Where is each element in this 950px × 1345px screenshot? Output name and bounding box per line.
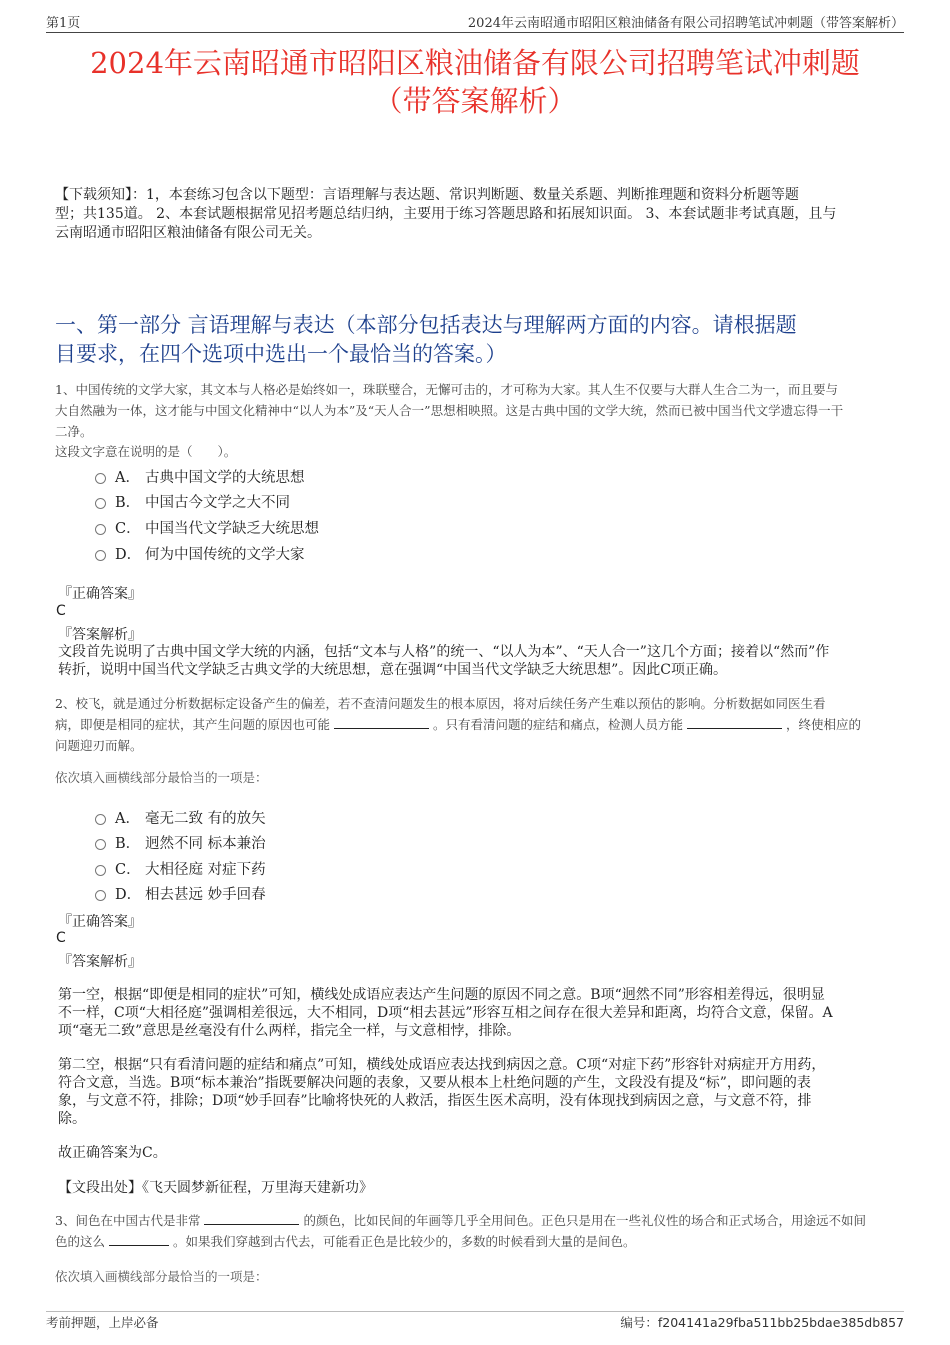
radio-icon[interactable] [95,890,106,901]
q1-stem-line-1: 1、中国传统的文学大家，其文本与人格必是始终如一，珠联璧合，无懈可击的，才可称为大家。其人生不仅要与大群人生合二为一，而且要与 [55,382,838,397]
q3-prompt: 依次填入画横线部分最恰当的一项是： [55,1269,268,1284]
q2-analysis-p1-line-3: 项“毫无二致”意思是丝毫没有什么两样，指完全一样，与文意相悖，排除。 [58,1023,521,1039]
footer-slogan: 考前押题，上岸必备 [46,1315,159,1330]
q1-analysis-label: 『答案解析』 [58,627,142,643]
section-heading-line-2: 目要求，在四个选项中选出一个最恰当的答案。） [55,342,507,366]
q2-stem-line-3: 问题迎刃而解。 [55,738,143,753]
document-title: 2024年云南昭通市昭阳区粮油储备有限公司招聘笔试冲刺题 [90,46,860,80]
q1-stem-line-3: 二净。 [55,424,93,439]
q2-option-c[interactable]: C． 大相径庭 对症下药 [95,858,266,879]
radio-icon[interactable] [95,839,106,850]
download-notice-line-2: 型；共135道。 2、本套试题根据常见招考题总结归纳，主要用于练习答题思路和拓展知识面。 3、本套试题非考试真题，且与 [55,206,837,222]
q1-answer-value: C [56,603,66,619]
fill-blank[interactable] [687,716,782,729]
q1-option-c[interactable]: C． 中国当代文学缺乏大统思想 [95,517,319,538]
q2-option-d[interactable]: D． 相去甚远 妙手回春 [95,883,266,904]
section-heading-line-1: 一、第一部分 言语理解与表达（本部分包括表达与理解两方面的内容。请根据题 [55,313,797,337]
q1-analysis-line-2: 转折，说明中国当代文学缺乏古典文学的大统思想，意在强调“中国当代文学缺乏大统思想”。因此C项正确。 [58,662,728,678]
running-header-title: 2024年云南昭通市昭阳区粮油储备有限公司招聘笔试冲刺题（带答案解析） [467,16,904,31]
radio-icon[interactable] [95,550,106,561]
q2-analysis-p1-line-1: 第一空，根据“即便是相同的症状”可知，横线处成语应表达产生问题的原因不同之意。B项“迥然不同”形容相差得远，很明显 [58,987,825,1003]
q2-source: 【文段出处】《飞天圆梦新征程，万里海天建新功》 [58,1180,373,1196]
header-divider [46,32,904,33]
q2-analysis-p2-line-2: 符合文意，当选。B项“标本兼治”指既要解决问题的表象，又要从根本上杜绝问题的产生，文段没有提及“标”，即问题的表 [58,1075,811,1091]
q3-stem-line-1: 3、间色在中国古代是非常 的颜色，比如民间的年画等几乎全用间色。正色只是用在一些礼仪性的场合和正式场合，用途远不如间 [55,1213,866,1228]
q2-answer-label: 『正确答案』 [58,914,142,930]
fill-blank[interactable] [334,716,429,729]
q2-analysis-p2-line-1: 第二空，根据“只有看清问题的症结和痛点”可知，横线处成语应表达找到病因之意。C项“对症下药”形容针对病症开方用药， [58,1057,826,1073]
radio-icon[interactable] [95,865,106,876]
q3-stem-line-2: 色的这么 。如果我们穿越到古代去，可能看正色是比较少的，多数的时候看到大量的是间色。 [55,1234,636,1249]
fill-blank[interactable] [204,1212,299,1225]
q1-stem-line-2: 大自然融为一体，这才能与中国文化精神中“以人为本”及“天人合一”思想相映照。这是古典中国的文学大统，然而已被中国当代文学遗忘得一干 [55,403,844,418]
radio-icon[interactable] [95,498,106,509]
q2-option-b[interactable]: B． 迥然不同 标本兼治 [95,832,266,853]
q2-analysis-label: 『答案解析』 [58,954,142,970]
radio-icon[interactable] [95,473,106,484]
radio-icon[interactable] [95,814,106,825]
download-notice-line-1: 【下载须知】：1，本套练习包含以下题型：言语理解与表达题、常识判断题、数量关系题、判断推理题和资料分析题等题 [55,187,799,203]
q2-stem-line-2: 病，即便是相同的症状，其产生问题的原因也可能 。只有看清问题的症结和痛点，检测人员方能 ，终使相应的 [55,717,862,732]
radio-icon[interactable] [95,524,106,535]
q1-analysis-line-1: 文段首先说明了古典中国文学大统的内涵，包括“文本与人格”的统一、“以人为本”、“天人合一”这几个方面；接着以“然而”作 [58,644,830,660]
q2-analysis-p2-line-4: 除。 [58,1111,86,1127]
q1-option-d[interactable]: D． 何为中国传统的文学大家 [95,543,305,564]
fill-blank[interactable] [109,1233,169,1246]
document-subtitle: （带答案解析） [373,84,577,118]
q2-answer-value: C [56,930,66,946]
q2-stem-line-1: 2、校飞，就是通过分析数据标定设备产生的偏差，若不查清问题发生的根本原因，将对后续任务产生难以预估的影响。分析数据如同医生看 [55,696,826,711]
footer-code: 编号：f204141a29fba511bb25bdae385db857 [620,1315,904,1330]
q1-answer-label: 『正确答案』 [58,586,142,602]
q1-option-a[interactable]: A． 古典中国文学的大统思想 [95,466,305,487]
q1-option-b[interactable]: B． 中国古今文学之大不同 [95,491,290,512]
footer-divider [46,1311,904,1312]
q2-analysis-p1-line-2: 不一样，C项“大相径庭”强调相差很远，大不相同，D项“相去甚远”形容互相之间存在很大差异和距离，均符合文意，保留。A [58,1005,833,1021]
q1-prompt: 这段文字意在说明的是（ ）。 [55,444,237,459]
page-number: 第1页 [46,16,81,31]
q2-conclusion: 故正确答案为C。 [58,1145,167,1161]
q2-option-a[interactable]: A． 毫无二致 有的放矢 [95,807,266,828]
q2-prompt: 依次填入画横线部分最恰当的一项是： [55,770,268,785]
download-notice-line-3: 云南昭通市昭阳区粮油储备有限公司无关。 [55,225,321,241]
q2-analysis-p2-line-3: 象，与文意不符，排除；D项“妙手回春”比喻将快死的人救活，指医生医术高明，没有体现找到病因之意，与文意不符，排 [58,1093,812,1109]
